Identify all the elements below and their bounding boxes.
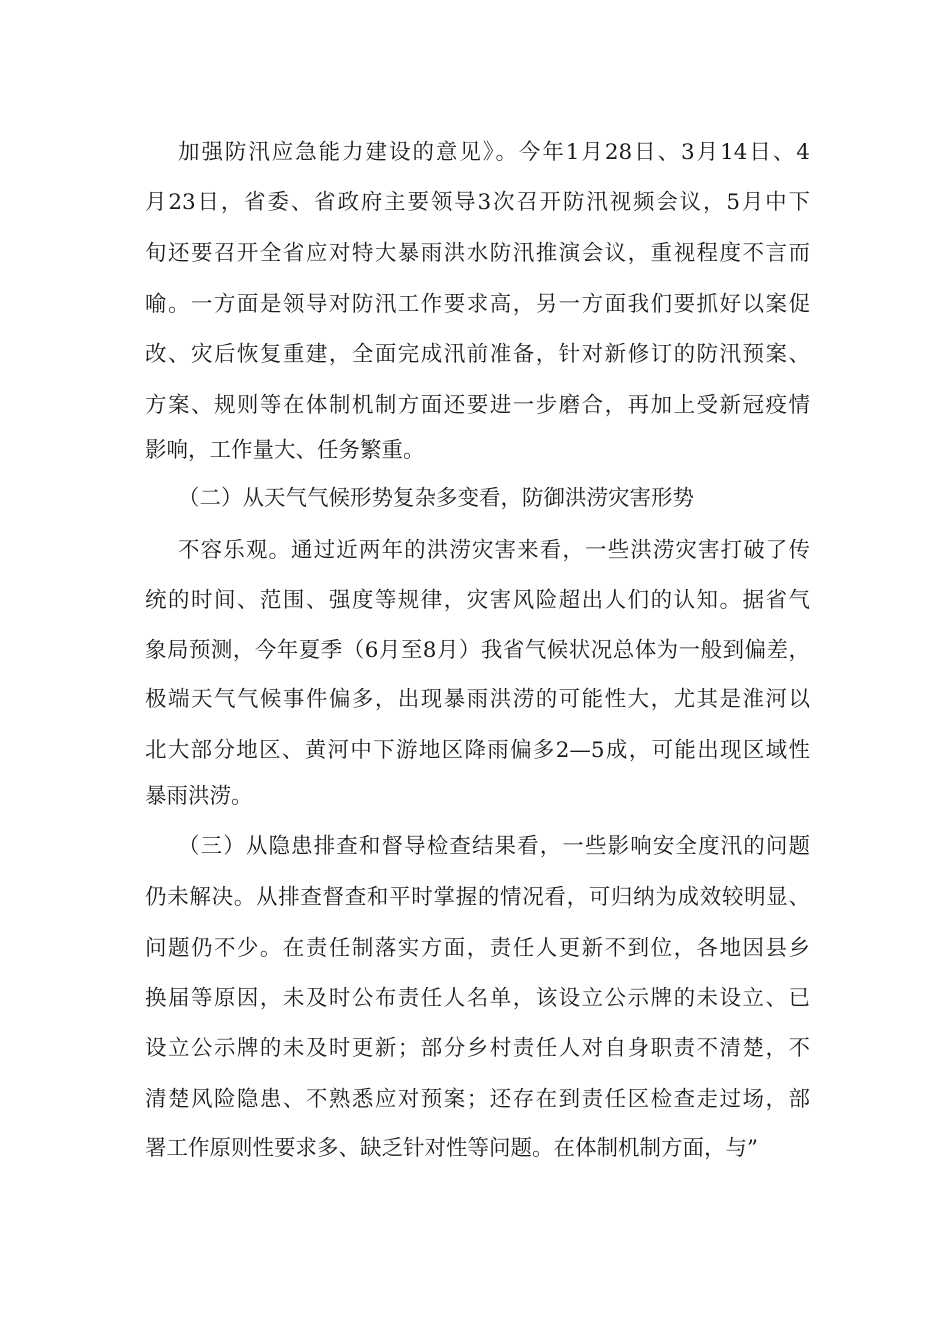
paragraph-3-line-3: 问题仍不少。在责任制落实方面，责任人更新不到位，各地因县乡 (145, 936, 810, 961)
paragraph-1-line-5: 改、灾后恢复重建，全面完成汛前准备，针对新修订的防汛预案、 (145, 342, 810, 367)
paragraph-1-line-4: 喻。一方面是领导对防汛工作要求高，另一方面我们要抓好以案促 (145, 292, 810, 317)
paragraph-1-line-7: 影响，工作量大、任务繁重。 (145, 438, 425, 463)
paragraph-2-line-1: 不容乐观。通过近两年的洪涝灾害来看，一些洪涝灾害打破了传 (178, 538, 810, 563)
paragraph-3-line-6: 清楚风险隐患、不熟悉应对预案；还存在到责任区检查走过场，部 (145, 1087, 810, 1112)
paragraph-1-line-1: 加强防汛应急能力建设的意见》。今年1月28日、3月14日、4 (178, 140, 810, 165)
paragraph-3-line-7: 署工作原则性要求多、缺乏针对性等问题。在体制机制方面，与” (145, 1136, 758, 1161)
paragraph-2-line-3: 象局预测，今年夏季（6月至8月）我省气候状况总体为一般到偏差， (145, 638, 810, 663)
paragraph-1-line-3: 旬还要召开全省应对特大暴雨洪水防汛推演会议，重视程度不言而 (145, 241, 810, 266)
section-heading-2: （二）从天气气候形势复杂多变看，防御洪涝灾害形势 (178, 486, 695, 511)
paragraph-2-line-2: 统的时间、范围、强度等规律，灾害风险超出人们的认知。据省气 (145, 588, 810, 613)
paragraph-3-line-5: 设立公示牌的未及时更新；部分乡村责任人对自身职责不清楚，不 (145, 1036, 810, 1061)
paragraph-2-line-4: 极端天气气候事件偏多，出现暴雨洪涝的可能性大，尤其是淮河以 (145, 687, 810, 712)
paragraph-3-line-1: （三）从隐患排查和督导检查结果看，一些影响安全度汛的问题 (178, 834, 810, 859)
paragraph-3-line-4: 换届等原因，未及时公布责任人名单，该设立公示牌的未设立、已 (145, 986, 810, 1011)
paragraph-2-line-5: 北大部分地区、黄河中下游地区降雨偏多2—5成，可能出现区域性 (145, 738, 810, 763)
paragraph-1-line-6: 方案、规则等在体制机制方面还要进一步磨合，再加上受新冠疫情 (145, 393, 810, 418)
paragraph-1-line-2: 月23日，省委、省政府主要领导3次召开防汛视频会议，5月中下 (145, 190, 810, 215)
paragraph-2-line-6: 暴雨洪涝。 (145, 784, 253, 809)
paragraph-3-line-2: 仍未解决。从排查督查和平时掌握的情况看，可归纳为成效较明显、 (145, 885, 810, 910)
